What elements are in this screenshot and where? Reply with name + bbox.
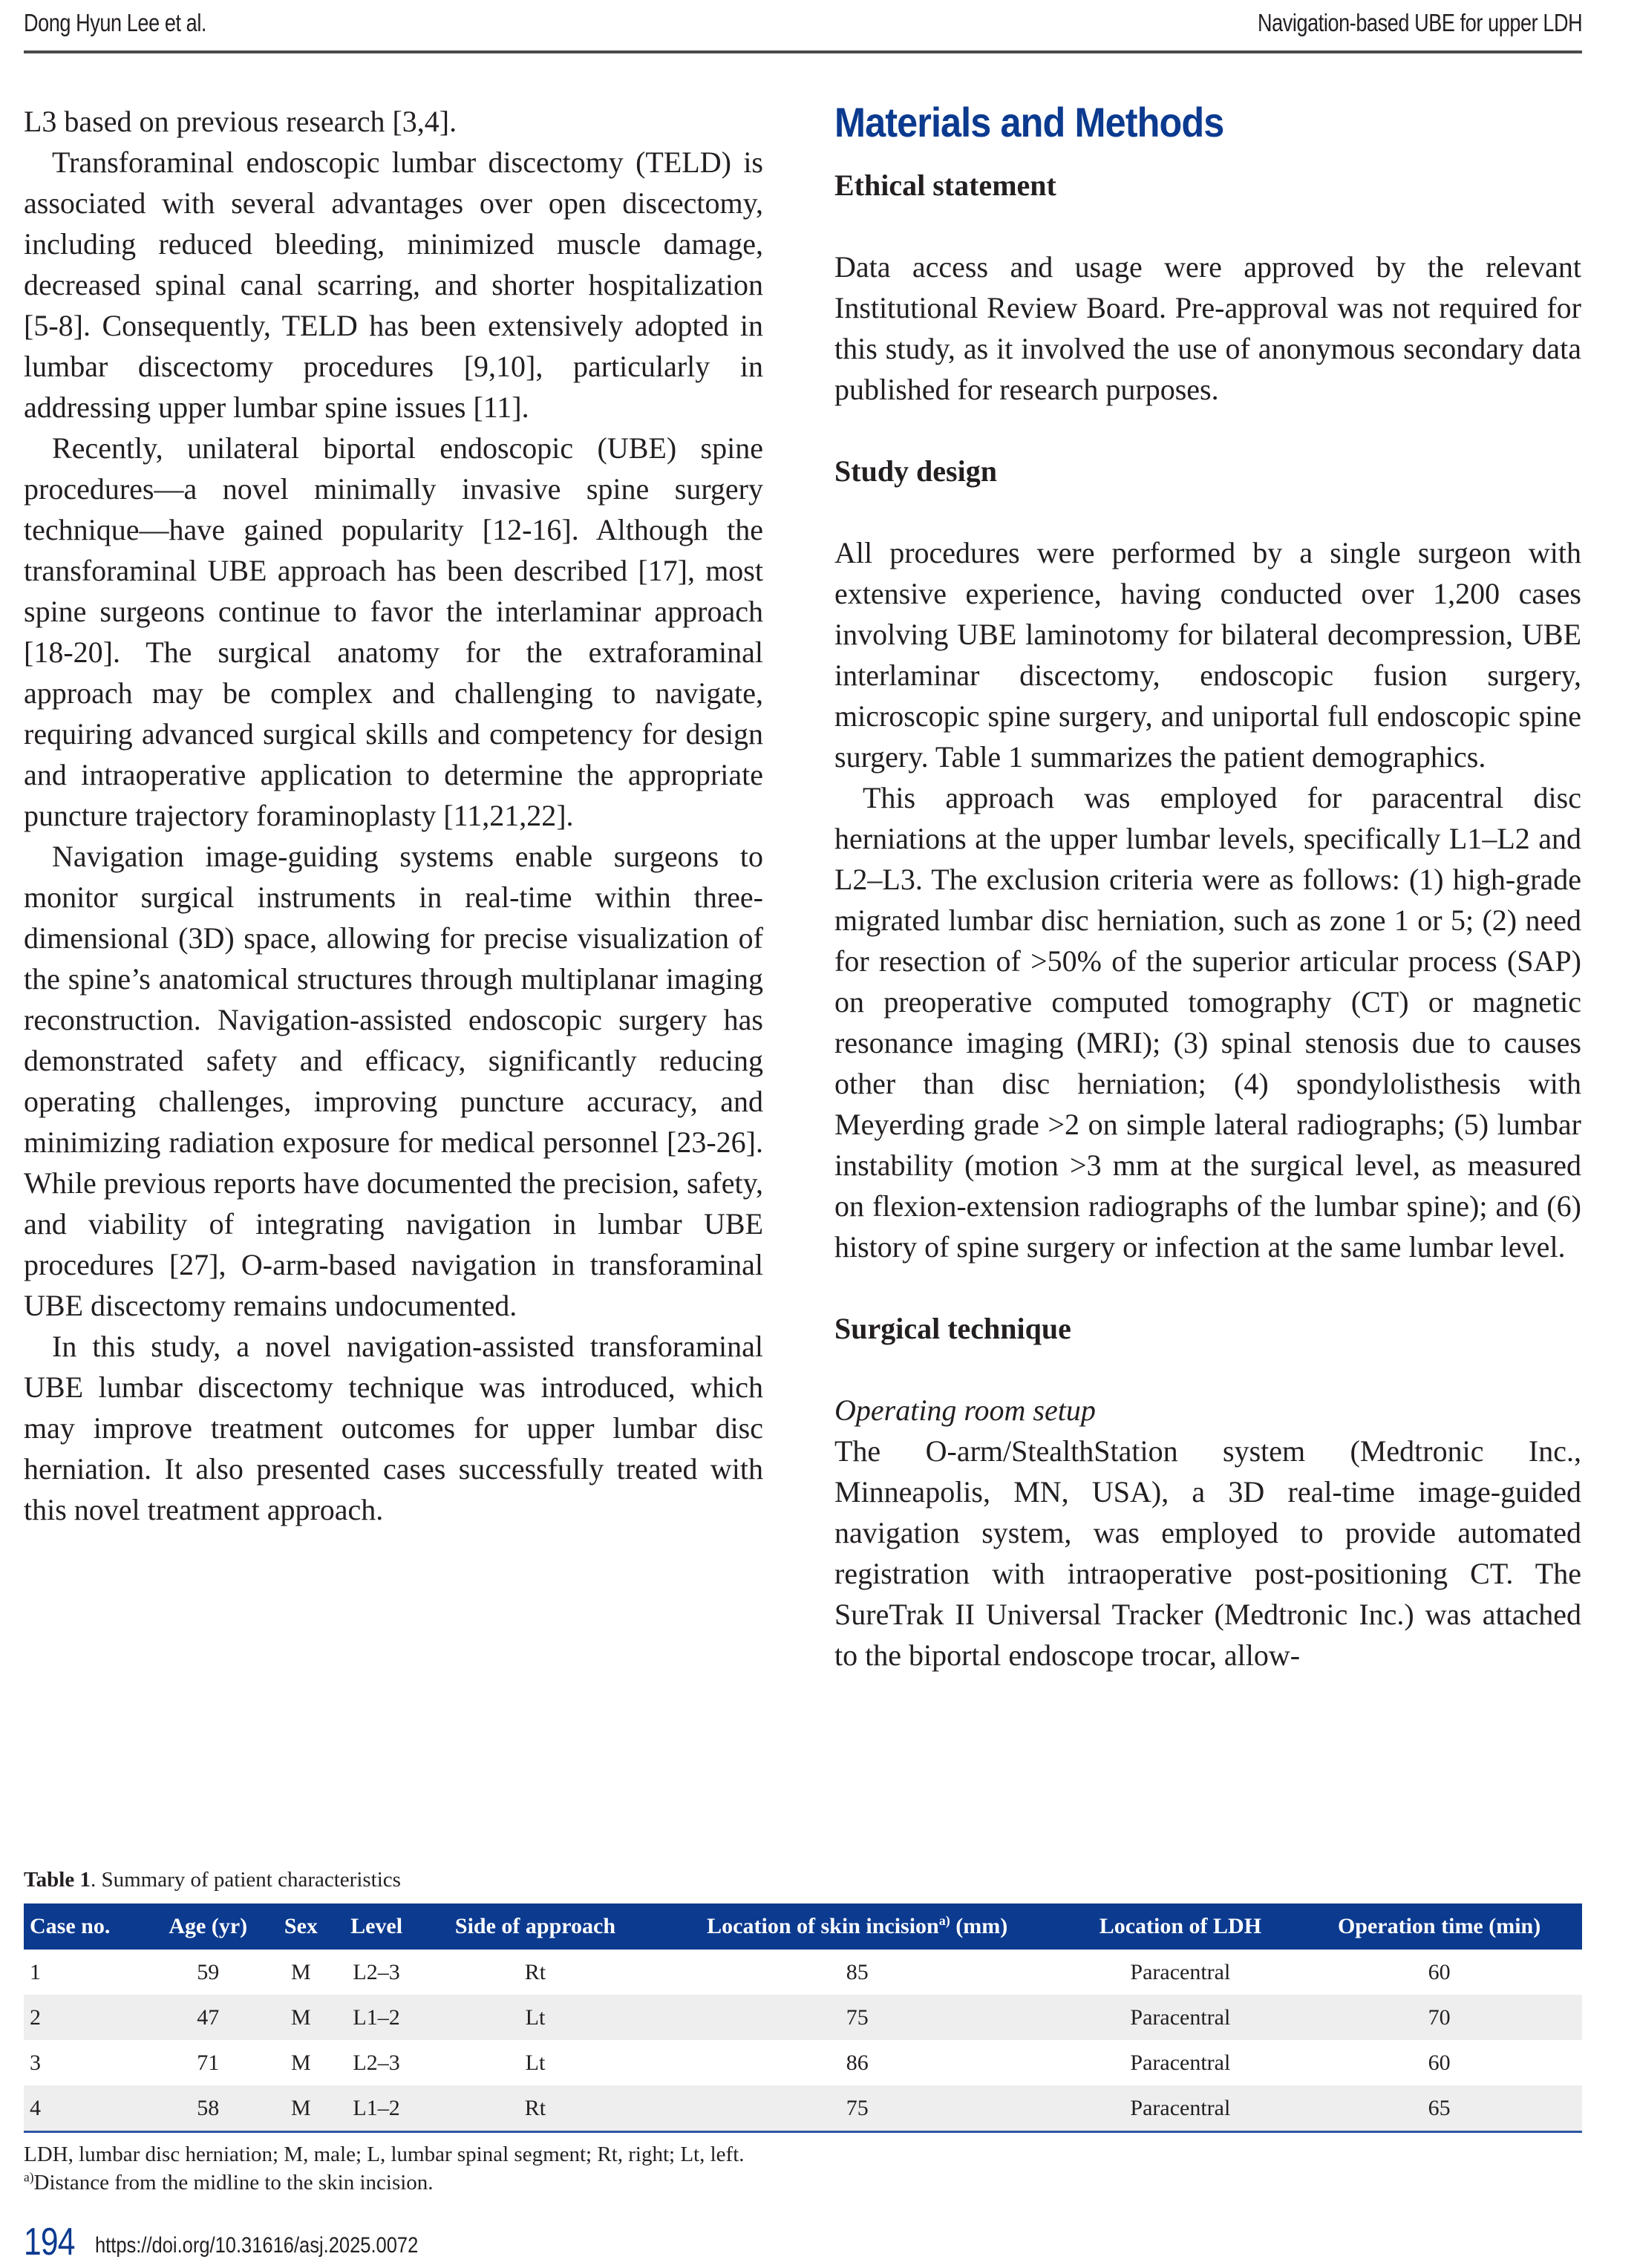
- page-number: 194: [24, 2220, 75, 2264]
- paragraph: The O-arm/StealthStation system (Medtronic Inc., Minneapolis, MN, USA), a 3D real-time image-guided navigation system, was employed to provide automated registration with intraoperative post-positioning CT. The SureTrak II Universal Tracker (Medtronic Inc.) was attached to the biportal endoscope trocar, allow-: [834, 1434, 1581, 1672]
- table-header-row: [24, 1903, 1582, 1950]
- paragraph: Data access and usage were approved by the relevant Institutional Review Board. Pre-approval was not required for this study, as it involved the use of anonymous secondary data published for research purposes.: [834, 250, 1581, 406]
- footnote-a: $^{a)}$Distance from the midline to the skin incision.: [24, 2169, 434, 2195]
- column-header: Level: [350, 1914, 403, 1938]
- section-title: Materials and Methods: [834, 99, 1224, 146]
- column-header: Side of approach: [454, 1914, 616, 1938]
- paragraph: Navigation image-guiding systems enable surgeons to monitor surgical instruments in real-time within three-dimensional (3D) space, allowing for precise visualization of the spine’s anatomical structures through multiplanar imaging reconstruction. Navigation-assisted endoscopic surgery has demonstrated safety and efficacy, significantly reducing operating challenges, improving puncture accuracy, and minimizing radiation exposure for medical personnel [23-26]. While previous reports have documented the precision, safety, and viability of integrating navigation in lumbar UBE procedures [27], O-arm-based navigation in transforaminal UBE discectomy remains undocumented.: [24, 840, 763, 1322]
- paragraph: In this study, a novel navigation-assisted transforaminal UBE lumbar discectomy technique was introduced, which may improve treatment outcomes for upper lumbar disc herniation. It also presented cases successfully treated with this novel treatment approach.: [24, 1330, 763, 1526]
- page-footer: [24, 2220, 419, 2264]
- subheading-study-design: Study design: [834, 454, 997, 488]
- table-caption-text: . Summary of patient characteristics: [91, 1868, 401, 1892]
- paragraph: All procedures were performed by a single surgeon with extensive experience, having conducted over 1,200 cases involving UBE laminotomy for bilateral decompression, UBE interlaminar discectomy, endoscopic fusion surgery, microscopic spine surgery, and uniportal full endoscopic spine surgery. Table 1 summarizes the patient demographics.: [834, 536, 1581, 774]
- running-head-title: Navigation-based UBE for upper LDH: [1257, 9, 1582, 36]
- column-header: Operation time (min): [1337, 1914, 1541, 1938]
- table-row: 1 59 M L2–3 Rt 85 Paracentral 60: [30, 1959, 1451, 1984]
- table-row: 2 47 M L1–2 Lt 75 Paracentral 70: [24, 1995, 1582, 2040]
- paragraph: L3 based on previous research [3,4].: [24, 105, 457, 138]
- footnote-marker: a): [938, 1913, 950, 1928]
- table-label: Table 1: [24, 1868, 91, 1892]
- running-head-authors: Dong Hyun Lee et al.: [24, 9, 207, 36]
- left-column: [24, 101, 763, 1530]
- table-row: 4 58 M L1–2 Rt 75 Paracentral 65: [24, 2085, 1582, 2132]
- column-header: Sex: [284, 1914, 318, 1938]
- column-header: Age (yr): [169, 1914, 248, 1938]
- table-row: 3 71 M L2–3 Lt 86 Paracentral 60: [30, 2050, 1451, 2075]
- subheading-operating-room-setup: Operating room setup: [834, 1393, 1096, 1427]
- column-header: Case no.: [30, 1914, 111, 1938]
- subheading-surgical-technique: Surgical technique: [834, 1312, 1071, 1345]
- column-header: Location of skin incision$^{a)}$ (mm): [707, 1913, 1008, 1938]
- subheading-ethical-statement: Ethical statement: [834, 169, 1056, 202]
- footnote-abbreviations: LDH, lumbar disc herniation; M, male; L, lumbar spinal segment; Rt, right; Lt, left.: [24, 2143, 745, 2166]
- table-footnotes: [24, 2140, 1582, 2197]
- header-rule: [24, 50, 1582, 53]
- patient-characteristics-table: [24, 1903, 1582, 2133]
- table-1: [24, 1866, 1582, 2197]
- paragraph: Transforaminal endoscopic lumbar discectomy (TELD) is associated with several advantages over open discectomy, including reduced bleeding, minimized muscle damage, decreased spinal canal scarring, and shorter hospitalization [5-8]. Consequently, TELD has been extensively adopted in lumbar discectomy procedures [9,10], particularly in addressing upper lumbar spine issues [11].: [24, 146, 763, 424]
- paragraph: This approach was employed for paracentral disc herniations at the upper lumbar levels, specifically L1–L2 and L2–L3. The exclusion criteria were as follows: (1) high-grade migrated lumbar disc herniation, such as zone 1 or 5; (2) need for resection of >50% of the superior articular process (SAP) on preoperative computed tomography (CT) or magnetic resonance imaging (MRI); (3) spinal stenosis due to causes other than disc herniation; (4) spondylolisthesis with Meyerding grade >2 on simple lateral radiographs; (5) lumbar instability (motion >3 mm at the surgical level, as measured on flexion-extension radiographs of the lumbar spine); and (6) history of spine surgery or infection at the same lumbar level.: [834, 781, 1581, 1264]
- column-header: Location of LDH: [1099, 1914, 1262, 1938]
- doi-link[interactable]: https://doi.org/10.31616/asj.2025.0072: [95, 2233, 419, 2258]
- table-caption: [24, 1866, 1582, 1893]
- right-column: [834, 101, 1581, 1676]
- paragraph: Recently, unilateral biportal endoscopic (UBE) spine procedures—a novel minimally invasive spine surgery technique—have gained popularity [12-16]. Although the transforaminal UBE approach has been described [17], most spine surgeons continue to favor the interlaminar approach [18-20]. The surgical anatomy for the extraforaminal approach may be complex and challenging to navigate, requiring advanced surgical skills and competency for design and intraoperative application to determine the appropriate puncture trajectory foraminoplasty [11,21,22].: [24, 431, 763, 832]
- running-header: [24, 0, 1582, 53]
